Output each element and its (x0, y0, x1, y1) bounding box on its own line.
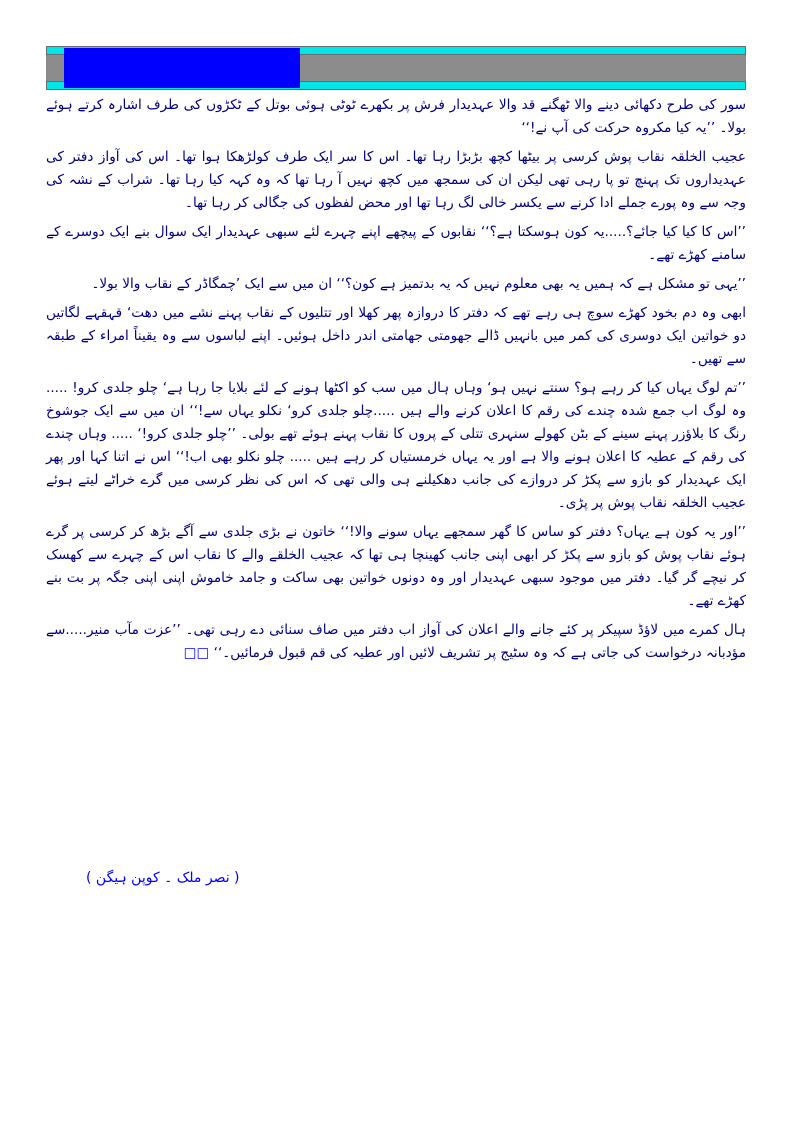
author-signature: ( نصر ملک ۔ کوپن ہیگن ) (86, 870, 240, 886)
end-marker-glyphs: □□ (183, 645, 210, 661)
paragraph-8: ہال کمرے میں لاؤڈ سپیکر پر کئے جانے والے اعلان کی آواز اب دفتر میں صاف سنائی دے رہی تھی۔ ’’عزت مآب منیر.....سے مؤدبانہ درخواست کی جاتی ہے کہ وہ سٹیج پر تشریف لائیں اور عطیہ کی قم قبول فرمائیں۔‘‘ (46, 622, 746, 661)
header-blue-block (64, 48, 300, 88)
paragraph-2: عجیب الخلقہ نقاب پوش کرسی پر بیٹھا کچھ بڑبڑا رہا تھا۔ اس کا سر ایک طرف کولڑھکا ہوا تھا۔ اس کی آواز دفتر کی عہدیداروں تک پہنچ تو پا رہی تھی لیکن ان کی سمجھ میں کچھ نہیں آ رہا تھا کہ وہ کہہ کیا رہا تھا۔ شراب کے نشہ کی وجہ سے وہ پورے جملے ادا کرنے سے یکسر خالی لگ رہا تھا اور محض لفظوں کی جگالی کر رہا تھا۔ (46, 149, 746, 211)
paragraph-8-wrap (46, 619, 746, 665)
story-text (46, 94, 746, 671)
paragraph-7: ’’اور یہ کون ہے یہاں؟ دفتر کو ساس کا گھر سمجھے یہاں سونے والا!‘‘ خاتون نے بڑی جلدی سے آگے بڑھ کر کرسی پر گرے ہوئے نقاب پوش کو بازو سے پکڑ کر ابھی اپنی جانب کھینچا ہی تھا کہ عجیب الخلقے والے کا نقاب اس کے چہرے سے کھسک کر نیچے گر گیا۔ دفتر میں موجود سبھی عہدیدار اور وہ دونوں خواتین بھی ساکت و جامد خاموش اپنی اپنی جگہ پر بت بنے کھڑے تھے۔ (46, 524, 747, 609)
paragraph-6: ’’تم لوگ یہاں کیا کر رہے ہو؟ سنتے نہیں ہو‘ وہاں ہال میں سب کو اکٹھا ہونے کے لئے بلایا جا رہا ہے‘ چلو جلدی کرو! ..... وہ لوگ اب جمع شدہ چندے کی رقم کا اعلان کرنے والے ہیں .....چلو جلدی کرو‘ نکلو یہاں سے!‘‘ ان میں سے ایک جوشوخ رنگ کا بلاؤزر پہنے سینے کے بٹن کھولے سنہری تتلی کے پروں کا نقاب پہنے ہوئے تھے بولی۔ ’’چلو جلدی کرو!‘ ..... وہاں چندے کی رقم کے عطیہ کا اعلان ہونے والا ہے اور یہ یہاں خرمستیاں کر رہے ہیں ..... چلو نکلو بھی اب!‘‘ اس نے اتنا کہا اور پھر ایک عہدیدار کو بازو سے پکڑ کر دروازے کی جانب دھکیلنے ہی والی تھی کہ اس کی نظر کرسی میں گرے خراٹے لیتے ہوئے عجیب الخلقہ نقاب پوش پر پڑی۔ (46, 380, 746, 511)
paragraph-4: ’’یہی تو مشکل ہے کہ ہمیں یہ بھی معلوم نہیں کہ یہ بدتمیز ہے کون؟‘‘ ان میں سے ایک ’چمگاڈر کے نقاب والا بولا۔ (91, 276, 746, 292)
paragraph-3: ’’اس کا کیا کیا جائے؟.....یہ کون ہوسکتا ہے؟‘‘ نقابوں کے پیچھے اپنے چہرے لئے سبھی عہدیدار ایک سوال بنے ایک دوسرے کے سامنے کھڑے تھے۔ (46, 224, 746, 263)
paragraph-5: ابھی وہ دم بخود کھڑے سوچ ہی رہے تھے کہ دفتر کا دروازہ پھر کھلا اور تتلیوں کے نقاب پہنے نشے میں دھت‘ قہقہے لگاتیں دو خواتین ایک دوسری کی کمر میں بانہیں ڈالے جھومتی جھامتی اندر داخل ہوئیں۔ اپنے لباسوں سے وہ یقیناً امراء کے طبقہ سے تھیں۔ (46, 305, 746, 367)
header-banner (46, 46, 746, 90)
paragraph-1: سور کی طرح دکھائی دینے والا ٹھگنے قد والا عہدیدار فرش پر بکھرے ٹوٹی ہوئی بوتل کے ٹکڑوں کی طرف اشارہ کرتے ہوئے بولا۔ ’’یہ کیا مکروہ حرکت کی آپ نے!‘‘ (46, 97, 746, 136)
